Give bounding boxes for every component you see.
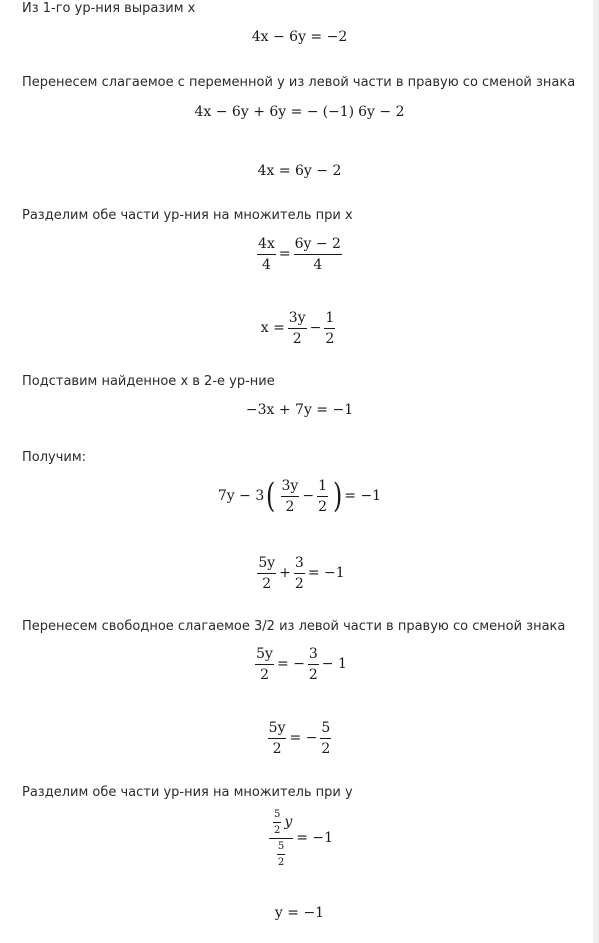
frac-denominator: 2 xyxy=(320,738,331,757)
equation-1-body: 4x − 6y = −2 xyxy=(251,29,348,45)
equation-7-frac-2 xyxy=(317,478,328,515)
paren-open: ( xyxy=(266,476,276,516)
step-text-3: Разделим обе части ур-ния на множитель при x xyxy=(22,208,353,223)
equation-11-compound-frac xyxy=(269,809,293,868)
equation-2 xyxy=(0,103,599,121)
step-text-5: Получим: xyxy=(22,450,87,465)
equation-8-frac-2 xyxy=(294,555,305,592)
frac-denominator: 2 xyxy=(281,496,300,515)
equation-10-mid: = − xyxy=(289,730,318,746)
equation-2-left: 4x − 6y + 6y = − xyxy=(194,104,319,120)
equation-5-lhs: x = xyxy=(260,320,285,336)
equation-8-plus: + xyxy=(279,565,291,581)
frac-numerator: 3y xyxy=(281,477,299,494)
equation-2-right: 6y − 2 xyxy=(358,104,405,120)
frac-denominator: 2 xyxy=(324,328,335,347)
step-text-6: Перенесем свободное слагаемое 3/2 из левой части в правую со сменой знака xyxy=(22,619,566,634)
frac-numerator: 5 xyxy=(321,719,331,736)
equation-7-pre: 7y − 3 xyxy=(217,488,265,504)
equation-1 xyxy=(0,28,599,46)
step-text-7: Разделим обе части ур-ния на множитель при y xyxy=(22,785,353,800)
equation-5-frac-1 xyxy=(288,310,307,347)
equation-3 xyxy=(0,162,599,180)
equation-11-post: = −1 xyxy=(296,830,334,846)
equation-6 xyxy=(0,401,599,419)
frac-denominator: 2 xyxy=(257,573,276,592)
frac-denominator: 4 xyxy=(257,254,276,273)
frac-denominator: 2 xyxy=(308,664,319,683)
frac-denominator: 2 xyxy=(317,496,328,515)
frac-numerator: 1 xyxy=(325,309,335,326)
page-edge xyxy=(593,0,599,943)
frac-denominator: 2 xyxy=(288,328,307,347)
equation-7-post: = −1 xyxy=(344,488,382,504)
equation-12 xyxy=(0,904,599,922)
equation-12-body: y = −1 xyxy=(274,905,325,921)
equation-2-paren: (−1) xyxy=(322,104,355,120)
compound-denominator xyxy=(269,838,293,868)
equation-7-frac-1 xyxy=(281,478,300,515)
equation-4-frac-left xyxy=(257,236,276,273)
equation-9-frac-2 xyxy=(308,646,319,683)
equation-5-minus: − xyxy=(309,320,322,336)
equation-9-mid: = − xyxy=(276,656,305,672)
frac-numerator: 6y − 2 xyxy=(294,235,341,252)
frac-numerator: 5y xyxy=(258,554,276,571)
equation-9-frac-1 xyxy=(255,646,274,683)
equation-10-frac-2 xyxy=(320,720,331,757)
equation-10-frac-1 xyxy=(268,720,287,757)
equation-4 xyxy=(0,234,599,274)
frac-denominator: 2 xyxy=(268,738,287,757)
frac-numerator: 3y xyxy=(288,309,306,326)
equation-10 xyxy=(0,718,599,758)
frac-denominator: 2 xyxy=(273,822,281,836)
frac-numerator: 1 xyxy=(318,477,327,494)
equation-7 xyxy=(0,474,599,518)
step-text-1: Из 1-го ур-ния выразим x xyxy=(22,1,196,16)
frac-numerator: 5 xyxy=(273,808,281,820)
frac-numerator: 4x xyxy=(258,235,275,252)
frac-denominator: 2 xyxy=(294,573,305,592)
paren-close: ) xyxy=(332,476,343,516)
frac-denominator: 4 xyxy=(294,254,342,273)
equation-11 xyxy=(0,810,599,866)
frac-numerator: 5 xyxy=(277,840,285,852)
equation-9 xyxy=(0,644,599,684)
equation-3-body: 4x = 6y − 2 xyxy=(257,163,342,179)
equation-7-minus: − xyxy=(302,488,315,504)
equation-8 xyxy=(0,553,599,593)
frac-numerator: 3 xyxy=(308,645,318,662)
compound-numerator xyxy=(269,809,293,838)
equation-5-frac-2 xyxy=(324,310,335,347)
equation-8-post: = −1 xyxy=(307,565,345,581)
frac-numerator: 5y xyxy=(268,719,286,736)
variable-y: y xyxy=(284,814,293,830)
equation-6-body: −3x + 7y = −1 xyxy=(245,402,354,418)
equation-5 xyxy=(0,308,599,348)
step-text-2: Перенесем слагаемое с переменной y из левой части в правую со сменой знака xyxy=(22,75,576,90)
frac-denominator: 2 xyxy=(277,854,285,868)
frac-numerator: 5y xyxy=(256,645,273,662)
frac-denominator: 2 xyxy=(255,664,274,683)
frac-numerator: 3 xyxy=(294,554,304,571)
equation-4-equals: = xyxy=(278,246,291,262)
small-frac-num xyxy=(273,809,281,836)
step-text-4: Подставим найденное x в 2-е ур-ние xyxy=(22,374,275,389)
equation-9-post: − 1 xyxy=(321,656,347,672)
equation-8-frac-1 xyxy=(257,555,276,592)
small-frac-den xyxy=(277,841,285,868)
equation-4-frac-right xyxy=(294,236,342,273)
